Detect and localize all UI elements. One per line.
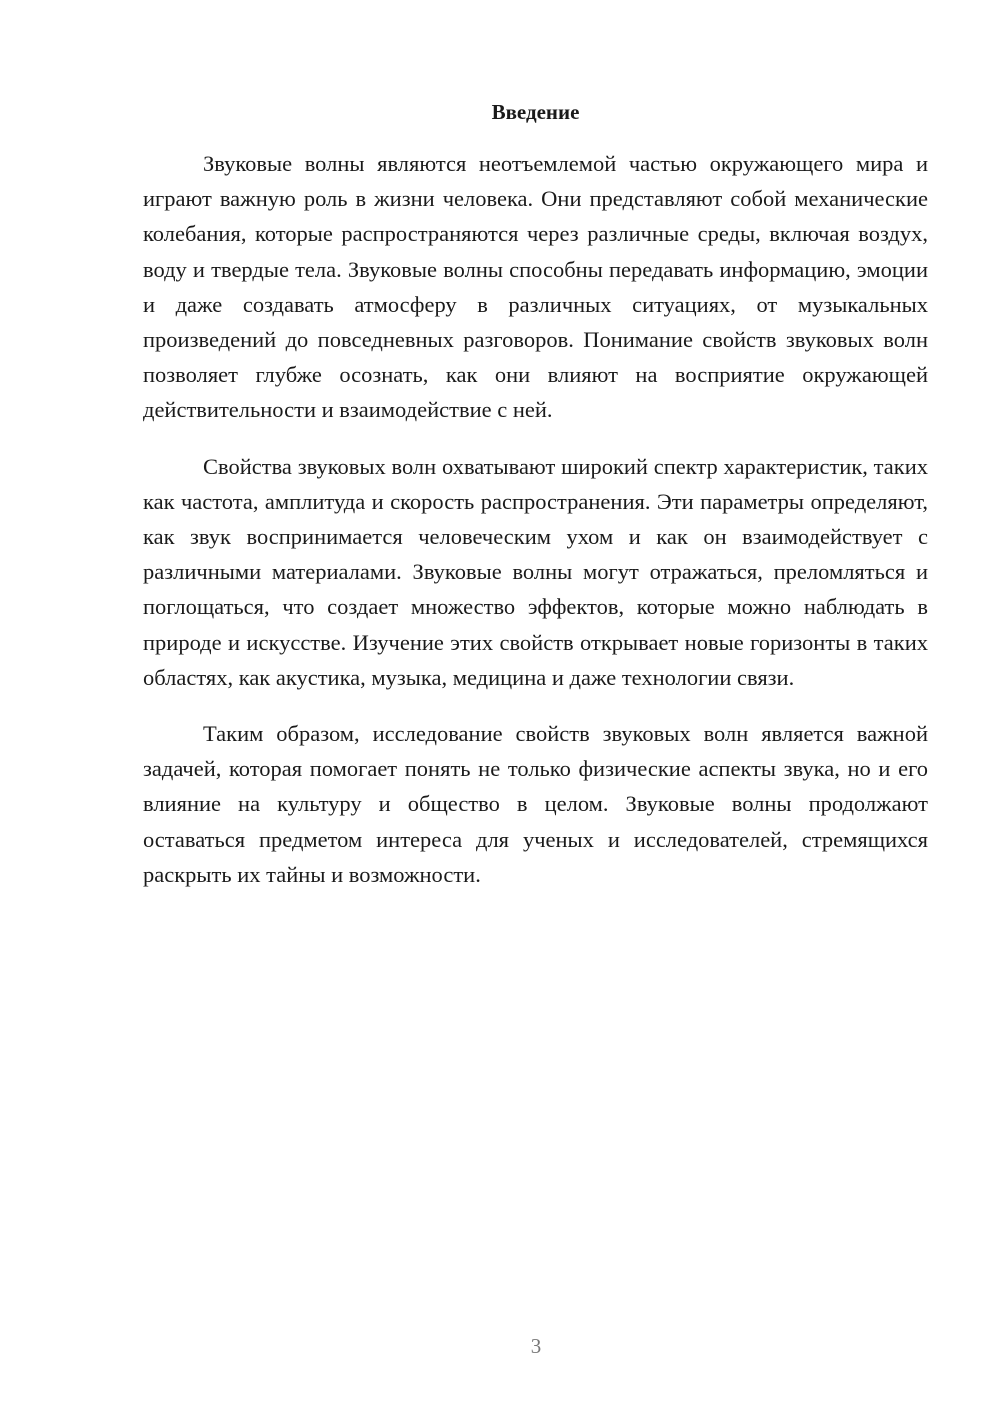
section-title: Введение bbox=[491, 100, 580, 124]
page-number: 3 bbox=[530, 1334, 542, 1358]
page-content bbox=[143, 98, 928, 913]
paragraph-1: Звуковые волны являются неотъемлемой частью окружающего мира и играют важную роль в жизни человека. Они представляют собой механические колебания, которые распространяются через различные среды, включая воздух, воду и твердые тела. Звуковые волны способны передавать информацию, эмоции и даже создавать атмосферу в различных ситуациях, от музыкальных произведений до повседневных разговоров. Понимание свойств звуковых волн позволяет глубже осознать, как они влияют на восприятие окружающей действительности и взаимодействие с ней. bbox=[143, 151, 928, 423]
paragraph-3: Таким образом, исследование свойств звуковых волн является важной задачей, которая помогает понять не только физические аспекты звука, но и его влияние на культуру и общество в целом. Звуковые волны продолжают оставаться предметом интереса для ученых и исследователей, стремящихся раскрыть их тайны и возможности. bbox=[143, 721, 928, 887]
paragraph-2: Свойства звуковых волн охватывают широкий спектр характеристик, таких как частота, амплитуда и скорость распространения. Эти параметры определяют, как звук воспринимается человеческим ухом и как он взаимодействует с различными материалами. Звуковые волны могут отражаться, преломляться и поглощаться, что создает множество эффектов, которые можно наблюдать в природе и искусстве. Изучение этих свойств открывает новые горизонты в таких областях, как акустика, музыка, медицина и даже технологии связи. bbox=[143, 453, 928, 690]
